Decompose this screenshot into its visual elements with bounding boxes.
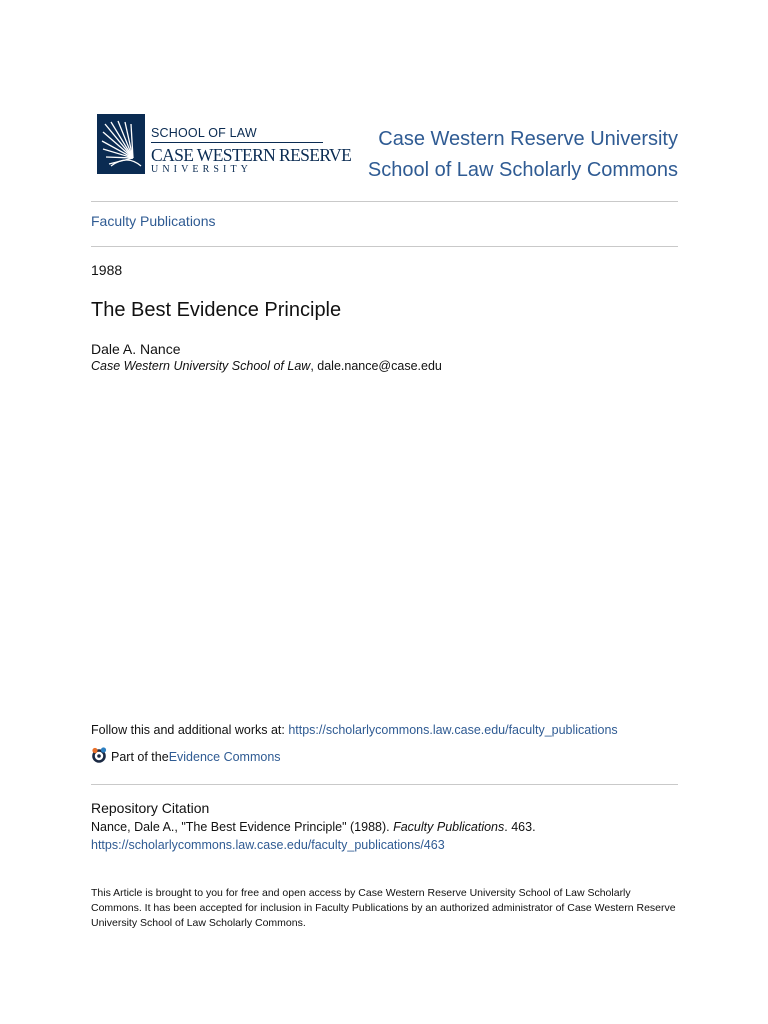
breadcrumb-faculty-publications[interactable]: Faculty Publications	[91, 213, 216, 229]
repository-title-line2[interactable]: School of Law Scholarly Commons	[367, 159, 678, 181]
citation-text-before: Nance, Dale A., "The Best Evidence Principle" (1988).	[91, 820, 394, 834]
repository-title-line1[interactable]: Case Western Reserve University	[378, 128, 678, 150]
author-name: Dale A. Nance	[91, 341, 181, 357]
university-logo[interactable]	[97, 114, 352, 178]
citation-heading: Repository Citation	[91, 800, 210, 816]
repository-title[interactable]	[368, 124, 678, 186]
page-title: The Best Evidence Principle	[91, 299, 342, 321]
logo-divider	[151, 142, 323, 143]
author-affiliation	[91, 359, 442, 373]
evidence-commons-link[interactable]: Evidence Commons	[168, 750, 281, 764]
divider	[91, 201, 678, 202]
part-of-line	[91, 747, 281, 767]
publication-year: 1988	[91, 262, 123, 278]
access-notice: This Article is brought to you for free and open access by Case Western Reserve University School of Law Scholarly Commons. It has been accepted for inclusion in Faculty Publications by an authorized administrator of Case Western Reserve University School of Law Scholarly Commons.	[91, 887, 676, 929]
author-email: , dale.nance@case.edu	[310, 359, 442, 373]
follow-line	[91, 723, 618, 737]
citation-link[interactable]: https://scholarlycommons.law.case.edu/faculty_publications/463	[91, 838, 445, 852]
follow-link[interactable]: https://scholarlycommons.law.case.edu/faculty_publications	[288, 723, 618, 737]
logo-name-text: CASE WESTERN RESERVE	[151, 145, 352, 165]
affiliation-name: Case Western University School of Law	[91, 359, 311, 373]
divider	[91, 246, 678, 247]
citation-journal: Faculty Publications	[393, 820, 505, 834]
sunburst-emblem-icon	[97, 114, 145, 174]
part-of-prefix: Part of the	[111, 750, 169, 764]
citation-text-after: . 463.	[504, 820, 536, 834]
citation-text	[91, 820, 536, 834]
divider	[91, 784, 678, 785]
logo-university-text: UNIVERSITY	[151, 164, 252, 175]
follow-prefix: Follow this and additional works at:	[91, 723, 289, 737]
logo-school-text: SCHOOL OF LAW	[151, 126, 257, 140]
network-icon	[91, 747, 111, 767]
